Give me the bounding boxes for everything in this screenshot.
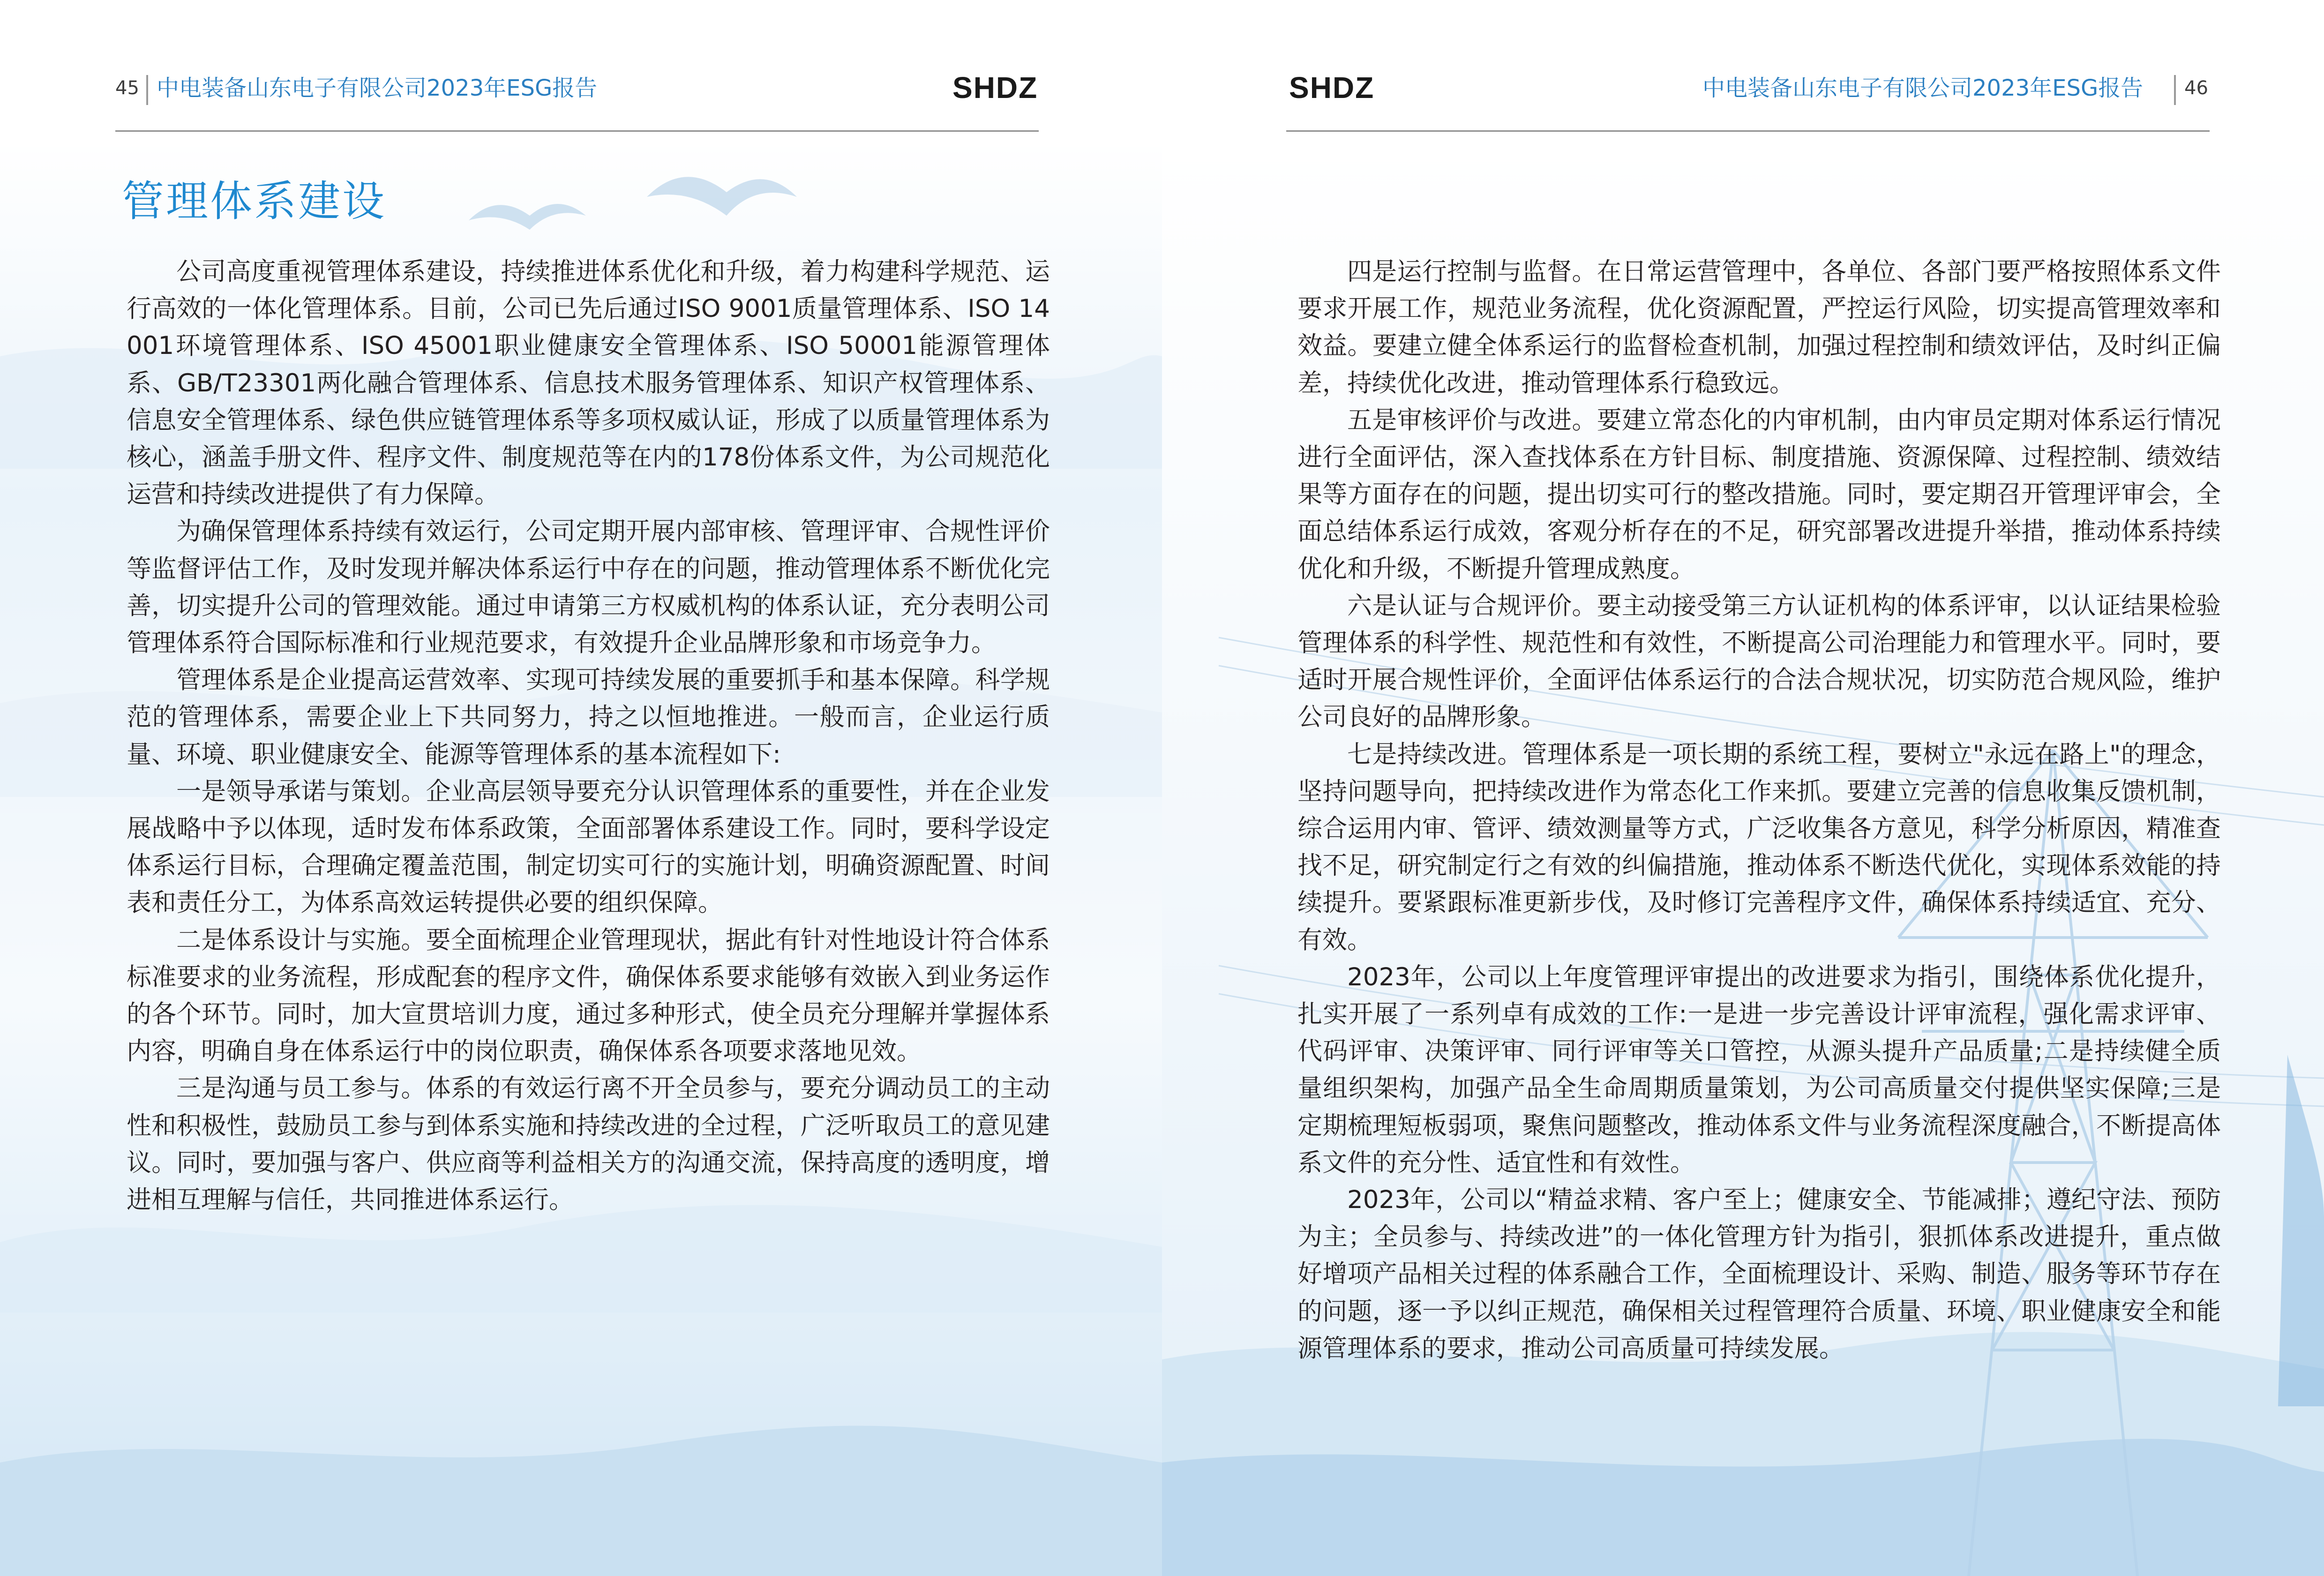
page-number: 45 [115,77,139,99]
paragraph: 五是审核评价与改进。要建立常态化的内审机制，由内审员定期对体系运行情况进行全面评估，深入查找体系在方针目标、制度措施、资源保障、过程控制、绩效结果等方面存在的问题，提出切实可行的整改措施。同时，要定期召开管理评审会，全面总结体系运行成效，客观分析存在的不足，研究部署改进提升举措，推动体系持续优化和升级，不断提升管理成熟度。 [1297,405,2221,583]
header-separator [2174,75,2176,105]
paragraph: 二是体系设计与实施。要全面梳理企业管理现状，据此有针对性地设计符合体系标准要求的业务流程，形成配套的程序文件，确保体系要求能够有效嵌入到业务运作的各个环节。同时，加大宣贯培训力度，通过多种形式，使全员充分理解并掌握体系内容，明确自身在体系运行中的岗位职责，确保体系各项要求落地见效。 [127,925,1050,1066]
paragraph: 三是沟通与员工参与。体系的有效运行离不开全员参与，要充分调动员工的主动性和积极性，鼓励员工参与到体系实施和持续改进的全过程，广泛听取员工的意见建议。同时，要加强与客户、供应商等利益相关方的沟通交流，保持高度的透明度，增进相互理解与信任，共同推进体系运行。 [127,1074,1050,1215]
paragraph: 公司高度重视管理体系建设，持续推进体系优化和升级，着力构建科学规范、运行高效的一体化管理体系。目前，公司已先后通过ISO 9001质量管理体系、ISO 14001环境管理体系、ISO 45001职业健康安全管理体系、ISO 50001能源管理体系、GB/T23301两化融合管理体系、信息技术服务管理体系、知识产权管理体系、信息安全管理体系、绿色供应链管理体系等多项权威认证，形成了以质量管理体系为核心，涵盖手册文件、程序文件、制度规范等在内的178份体系文件，为公司规范化运营和持续改进提供了有力保障。 [127,257,1050,509]
section-title: 管理体系建设 [122,177,386,226]
paragraph: 六是认证与合规评价。要主动接受第三方认证机构的体系评审，以认证结果检验管理体系的科学性、规范性和有效性，不断提高公司治理能力和管理水平。同时，要适时开展合规性评价，全面评估体系运行的合法合规状况，切实防范合规风险，维护公司良好的品牌形象。 [1297,591,2221,732]
page-number: 46 [2184,77,2208,99]
paragraph: 为确保管理体系持续有效运行，公司定期开展内部审核、管理评审、合规性评价等监督评估工作，及时发现并解决体系运行中存在的问题，推动管理体系不断优化完善，切实提升公司的管理效能。通过申请第三方权威机构的体系认证，充分表明公司管理体系符合国际标准和行业规范要求，有效提升企业品牌形象和市场竞争力。 [127,517,1050,658]
paragraph: 2023年，公司以“精益求精、客户至上；健康安全、节能减排；遵纪守法、预防为主；全员参与、持续改进”的一体化管理方针为指引，狠抓体系改进提升，重点做好增项产品相关过程的体系融合工作，全面梳理设计、采购、制造、服务等环节存在的问题，逐一予以纠正规范，确保相关过程管理符合质量、环境、职业健康安全和能源管理体系的要求，推动公司高质量可持续发展。 [1297,1186,2221,1363]
report-title: 中电装备山东电子有限公司2023年ESG报告 [1702,75,2144,101]
paragraph: 四是运行控制与监督。在日常运营管理中，各单位、各部门要严格按照体系文件要求开展工作，规范业务流程，优化资源配置，严控运行风险，切实提高管理效率和效益。要建立健全体系运行的监督检查机制，加强过程控制和绩效评估，及时纠正偏差，持续优化改进，推动管理体系行稳致远。 [1297,257,2221,398]
paragraph: 管理体系是企业提高运营效率、实现可持续发展的重要抓手和基本保障。科学规范的管理体系，需要企业上下共同努力，持之以恒地推进。一般而言，企业运行质量、环境、职业健康安全、能源等管理体系的基本流程如下: [127,666,1050,769]
paragraph: 七是持续改进。管理体系是一项长期的系统工程，要树立"永远在路上"的理念，坚持问题导向，把持续改进作为常态化工作来抓。要建立完善的信息收集反馈机制，综合运用内审、管评、绩效测量等方式，广泛收集各方意见，科学分析原因，精准查找不足，研究制定行之有效的纠偏措施，推动体系不断迭代优化，实现体系效能的持续提升。要紧跟标准更新步伐，及时修订完善程序文件，确保体系持续适宜、充分、有效。 [1297,740,2221,954]
paragraph: 2023年，公司以上年度管理评审提出的改进要求为指引，围绕体系优化提升，扎实开展了一系列卓有成效的工作:一是进一步完善设计评审流程，强化需求评审、代码评审、决策评审、同行评审等关口管控，从源头提升产品质量;二是持续健全质量组织架构，加强产品全生命周期质量策划，为公司高质量交付提供坚实保障;三是定期梳理短板弱项，聚焦问题整改，推动体系文件与业务流程深度融合，不断提高体系文件的充分性、适宜性和有效性。 [1297,962,2221,1177]
company-logo: SHDZ [1289,71,1375,105]
right-body-text [1297,253,2221,1367]
header-separator [146,75,148,105]
header-rule [1286,130,2210,132]
company-logo: SHDZ [952,71,1038,105]
report-title: 中电装备山东电子有限公司2023年ESG报告 [157,75,598,101]
left-body-text [127,253,1050,1218]
header-rule [115,130,1039,132]
paragraph: 一是领导承诺与策划。企业高层领导要充分认识管理体系的重要性，并在企业发展战略中予以体现，适时发布体系政策，全面部署体系建设工作。同时，要科学设定体系运行目标，合理确定覆盖范围，制定切实可行的实施计划，明确资源配置、时间表和责任分工，为体系高效运转提供必要的组织保障。 [127,777,1050,917]
